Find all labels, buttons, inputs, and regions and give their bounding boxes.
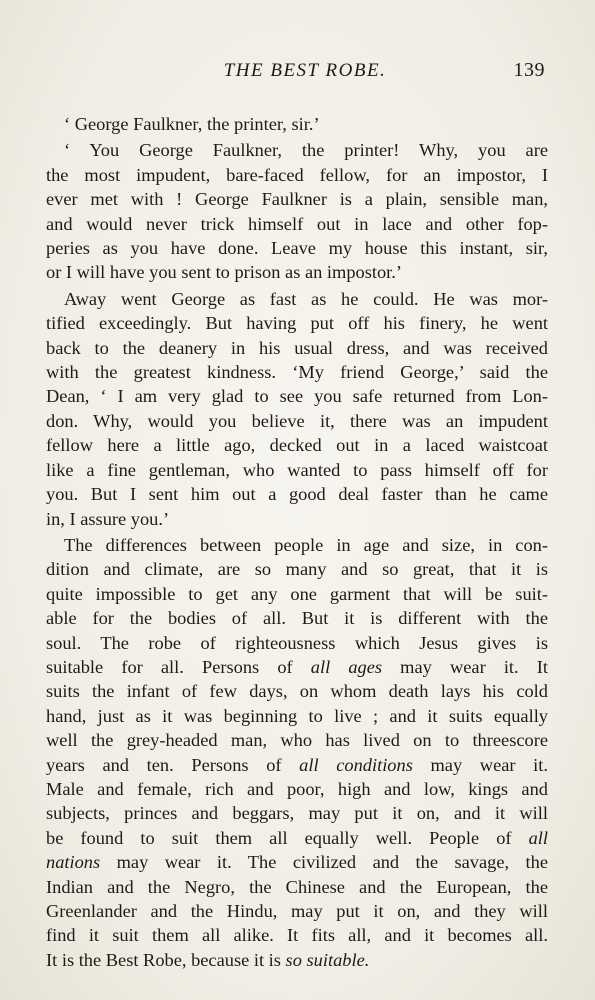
text-run: ‘ George Faulkner, the printer, sir.’ bbox=[64, 114, 320, 134]
text-line bbox=[46, 409, 548, 433]
text-line bbox=[46, 433, 548, 457]
text-run: subjects, princes and beggars, may put it on, and it will bbox=[46, 803, 548, 824]
text-line bbox=[46, 777, 548, 801]
text-line bbox=[46, 311, 548, 335]
text-run: in, I assure you.’ bbox=[46, 508, 170, 529]
text-run: fellow here a little ago, decked out in a laced waistcoat bbox=[46, 435, 548, 456]
text-line bbox=[46, 875, 548, 899]
text-line bbox=[46, 606, 548, 630]
text-line bbox=[46, 826, 548, 850]
paragraph bbox=[46, 112, 548, 136]
body-text bbox=[46, 112, 548, 972]
text-run: be found to suit them all equally well. People of bbox=[46, 827, 529, 848]
text-run: It is the Best Robe, because it is bbox=[46, 949, 286, 970]
text-run: ‘ You George Faulkner, the printer! Why, you are bbox=[64, 140, 548, 161]
text-run: may wear it. The civilized and the savage, the bbox=[100, 852, 548, 873]
paragraph bbox=[46, 287, 548, 531]
text-run: you. But I sent him out a good deal faster than he came bbox=[46, 484, 548, 505]
text-run: peries as you have done. Leave my house this instant, sir, bbox=[46, 238, 548, 259]
text-run: like a fine gentleman, who wanted to pass himself off for bbox=[46, 459, 548, 480]
text-run: back to the deanery in his usual dress, and was received bbox=[46, 337, 548, 358]
text-line bbox=[46, 458, 548, 482]
text-run: soul. The robe of righteousness which Jesus gives is bbox=[46, 632, 548, 653]
text-run: or I will have you sent to prison as an impostor.’ bbox=[46, 262, 403, 283]
text-run: don. Why, would you believe it, there was an impudent bbox=[46, 410, 548, 431]
text-run: tified exceedingly. But having put off his finery, he went bbox=[46, 313, 548, 334]
text-run: the most impudent, bare-faced fellow, for an impostor, I bbox=[46, 164, 548, 185]
text-line bbox=[46, 260, 548, 284]
text-line bbox=[46, 850, 548, 874]
text-line bbox=[46, 212, 548, 236]
text-line bbox=[46, 384, 548, 408]
text-line bbox=[46, 899, 548, 923]
paragraph bbox=[46, 533, 548, 972]
text-line bbox=[46, 533, 548, 557]
text-line bbox=[46, 507, 548, 531]
page-number: 139 bbox=[513, 59, 545, 81]
text-run: find it suit them all alike. It fits all, and it becomes all. bbox=[46, 925, 548, 946]
italic-text: nations bbox=[46, 852, 101, 873]
text-line bbox=[46, 948, 548, 972]
text-line bbox=[46, 728, 548, 752]
text-run: quite impossible to get any one garment that will be suit- bbox=[46, 583, 548, 604]
text-line bbox=[46, 557, 548, 581]
text-line bbox=[46, 112, 548, 136]
text-run: Indian and the Negro, the Chinese and the European, the bbox=[46, 876, 548, 897]
text-line bbox=[46, 336, 548, 360]
text-line bbox=[46, 482, 548, 506]
italic-text: so suitable. bbox=[285, 949, 370, 970]
text-run: Male and female, rich and poor, high and low, kings and bbox=[46, 778, 548, 799]
text-line bbox=[46, 801, 548, 825]
paragraph bbox=[46, 138, 548, 284]
text-run: The differences between people in age and size, in con- bbox=[64, 534, 548, 555]
text-run: Away went George as fast as he could. He was mor- bbox=[64, 288, 548, 309]
text-line bbox=[46, 287, 548, 311]
text-run: years and ten. Persons of bbox=[46, 754, 300, 775]
text-run: with the greatest kindness. ‘My friend George,’ said the bbox=[46, 362, 548, 383]
italic-text: all bbox=[528, 827, 548, 848]
text-line bbox=[46, 753, 548, 777]
text-line bbox=[46, 236, 548, 260]
text-line bbox=[46, 679, 548, 703]
text-line bbox=[46, 655, 548, 679]
text-line bbox=[46, 138, 548, 162]
text-line bbox=[46, 704, 548, 728]
text-run: ever met with ! George Faulkner is a plain, sensible man, bbox=[46, 189, 548, 210]
text-run: Greenlander and the Hindu, may put it on, and they will bbox=[46, 901, 548, 921]
text-run: suits the infant of few days, on whom death lays his cold bbox=[46, 681, 548, 702]
text-run: Dean, ‘ I am very glad to see you safe returned from Lon- bbox=[46, 386, 548, 407]
text-line bbox=[46, 582, 548, 606]
text-run: well the grey-headed man, who has lived on to threescore bbox=[46, 730, 548, 751]
running-head: THE BEST ROBE. bbox=[223, 60, 387, 81]
text-line bbox=[46, 631, 548, 655]
italic-text: all conditions bbox=[299, 754, 413, 775]
text-line bbox=[46, 163, 548, 187]
text-run: suitable for all. Persons of bbox=[46, 656, 311, 677]
text-line bbox=[46, 187, 548, 211]
text-run: may wear it. It bbox=[382, 656, 548, 677]
text-line bbox=[46, 360, 548, 384]
text-run: hand, just as it was beginning to live ; and it suits equally bbox=[46, 705, 548, 726]
page-header bbox=[45, 60, 545, 90]
text-run: may wear it. bbox=[412, 754, 548, 775]
text-run: dition and climate, are so many and so great, that it is bbox=[46, 559, 548, 580]
italic-text: all ages bbox=[310, 656, 383, 677]
text-line bbox=[46, 923, 548, 947]
text-run: and would never trick himself out in lace and other fop- bbox=[46, 213, 548, 234]
text-run: able for the bodies of all. But it is different with the bbox=[46, 608, 548, 629]
